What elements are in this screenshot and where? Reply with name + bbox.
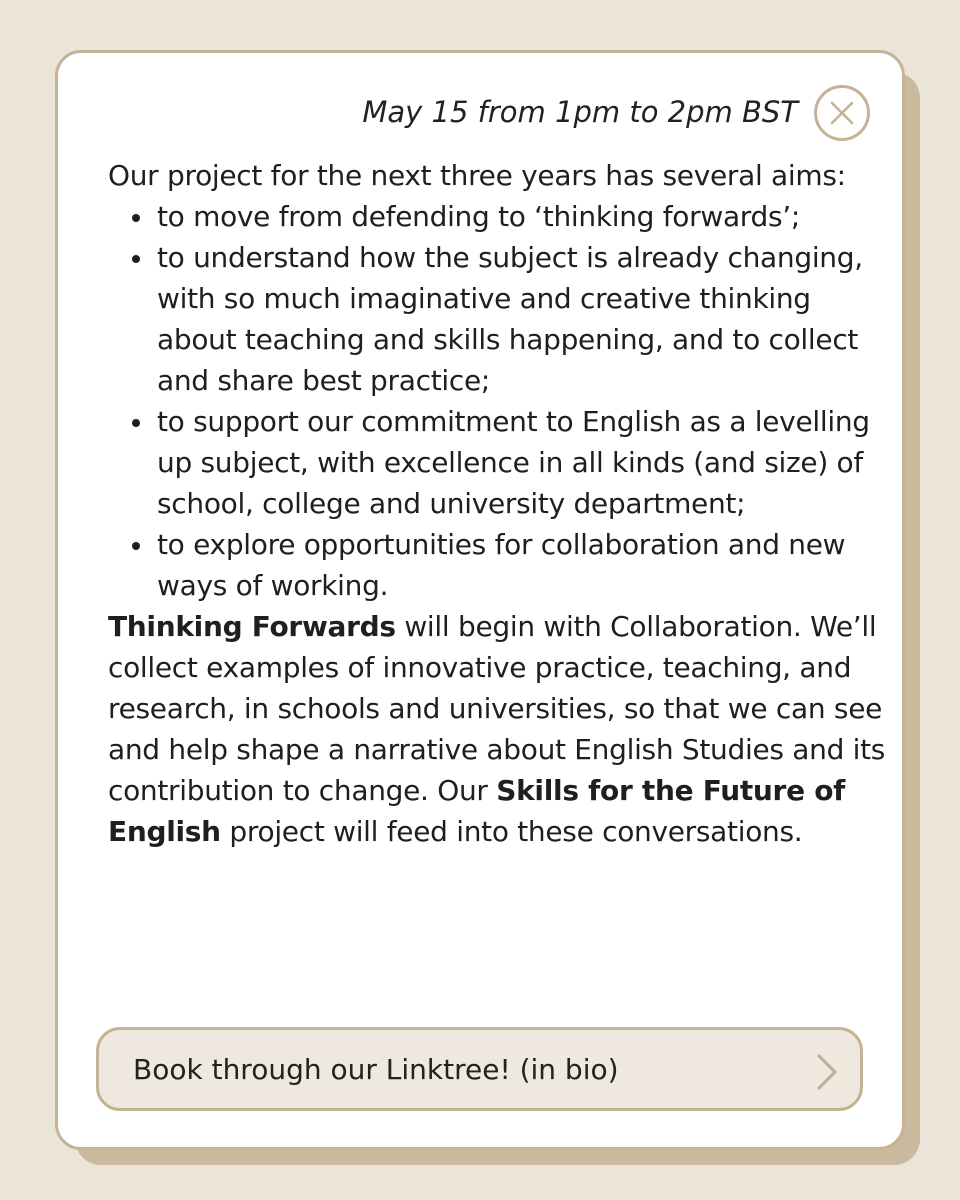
book-linktree-button[interactable] [96,1027,863,1111]
description [108,155,888,852]
list-item: to understand how the subject is already changing, with so much imaginative and creative thinking about teaching and skills happening, and to collect and share best practice; [157,237,888,401]
event-date-time: May 15 from 1pm to 2pm BST [362,95,798,129]
closing-text-part-2: project will feed into these conversations. [220,815,803,848]
aims-list [108,196,888,606]
list-item: to support our commitment to English as a levelling up subject, with excellence in all kinds (and size) of school, college and university department; [157,401,888,524]
close-icon [830,101,854,125]
intro-text: Our project for the next three years has several aims: [108,159,846,192]
thinking-forwards-emphasis: Thinking Forwards [108,610,396,643]
chevron-right-icon [813,1052,841,1092]
closing-paragraph [108,606,888,852]
close-button[interactable] [814,85,870,141]
list-item: to explore opportunities for collaboration and new ways of working. [157,524,888,606]
closing-text-part-1: will begin with Collaboration. We’ll collect examples of innovative practice, teaching, and research, in schools and universities, so that we can see and help shape a narrative about English Studies and its contribution to change. Our [108,610,886,807]
book-button-label: Book through our Linktree! (in bio) [133,1053,619,1086]
list-item: to move from defending to ‘thinking forwards’; [157,196,888,237]
skills-project-emphasis: Skills for the Future of English [108,774,846,848]
